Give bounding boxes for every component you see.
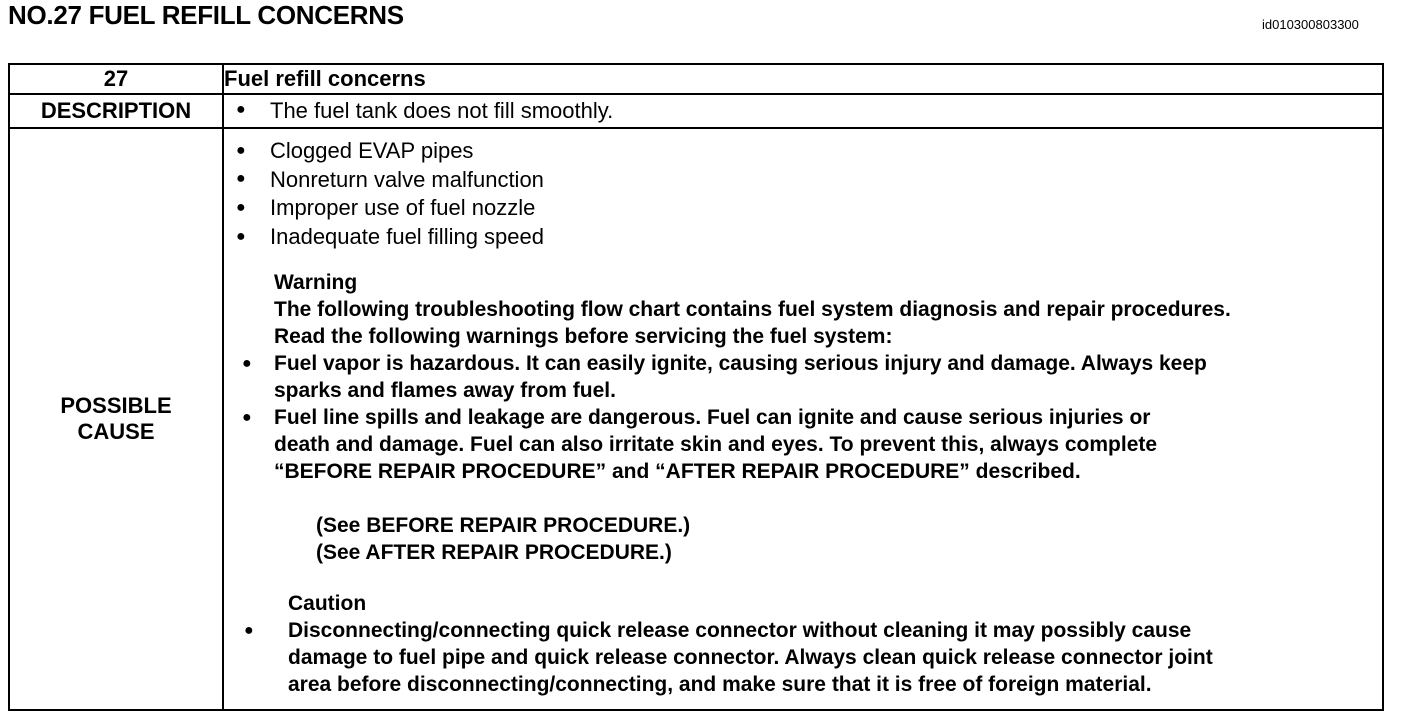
possible-cause-cell [223,128,1383,710]
caution-block [236,590,1382,698]
see-before-repair-link[interactable]: (See BEFORE REPAIR PROCEDURE.) [316,513,691,537]
bullet-icon: ● [244,621,254,639]
possible-cause-label-line-1: POSSIBLE [60,393,172,418]
description-item [224,98,1382,124]
bullet-icon: ● [242,354,252,372]
caution-bullet: ● Disconnecting/connecting quick release connector without cleaning it may possibly cause damage to fuel pipe and quick release connector. Always clean quick release connector joint area before disconnecting/connecting, and make sure that it is free of foreign material. [288,617,1382,698]
possible-cause-label [9,128,223,710]
warning-bullet-1: ● Fuel vapor is hazardous. It can easily ignite, causing serious injury and damage. Always keep sparks and flames away from fuel. [274,350,1382,404]
see-references [274,512,1382,566]
bullet-icon: ● [236,170,246,188]
concern-number: 27 [9,64,223,94]
page-title: NO.27 FUEL REFILL CONCERNS [8,0,404,30]
caution-title: Caution [288,591,367,615]
warning-block [236,269,1382,566]
bullet-icon: ● [236,199,246,217]
table-header-row [9,64,1383,94]
warning-title: Warning [274,270,358,294]
document-id: id010300803300 [1262,17,1359,32]
description-text: The fuel tank does not fill smoothly. [270,98,614,123]
warning-intro-1: The following troubleshooting flow chart contains fuel system diagnosis and repair procedures. [274,297,1231,321]
troubleshooting-table [8,63,1384,711]
bullet-icon: ● [236,101,246,119]
cause-item: ● Inadequate fuel filling speed [236,224,544,250]
warning-bullet-2: ● Fuel line spills and leakage are dangerous. Fuel can ignite and cause serious injuries or death and damage. Fuel can also irritate skin and eyes. To prevent this, always complete “BEFORE REPAIR PROCEDURE” and “AFTER REPAIR PROCEDURE” described. [274,404,1382,485]
description-label: DESCRIPTION [9,94,223,128]
possible-cause-label-line-2: CAUSE [77,419,155,444]
bullet-icon: ● [236,227,246,245]
cause-item: ● Nonreturn valve malfunction [236,166,544,192]
possible-cause-row [9,128,1383,710]
concern-heading: Fuel refill concerns [223,64,1383,94]
cause-item: ● Clogged EVAP pipes [236,138,474,163]
bullet-icon: ● [242,408,252,426]
description-row [9,94,1383,128]
cause-item: ● Improper use of fuel nozzle [236,195,536,221]
warning-intro-2: Read the following warnings before servicing the fuel system: [274,324,893,348]
description-cell [223,94,1383,128]
see-after-repair-link[interactable]: (See AFTER REPAIR PROCEDURE.) [316,540,672,564]
bullet-icon: ● [236,141,246,159]
